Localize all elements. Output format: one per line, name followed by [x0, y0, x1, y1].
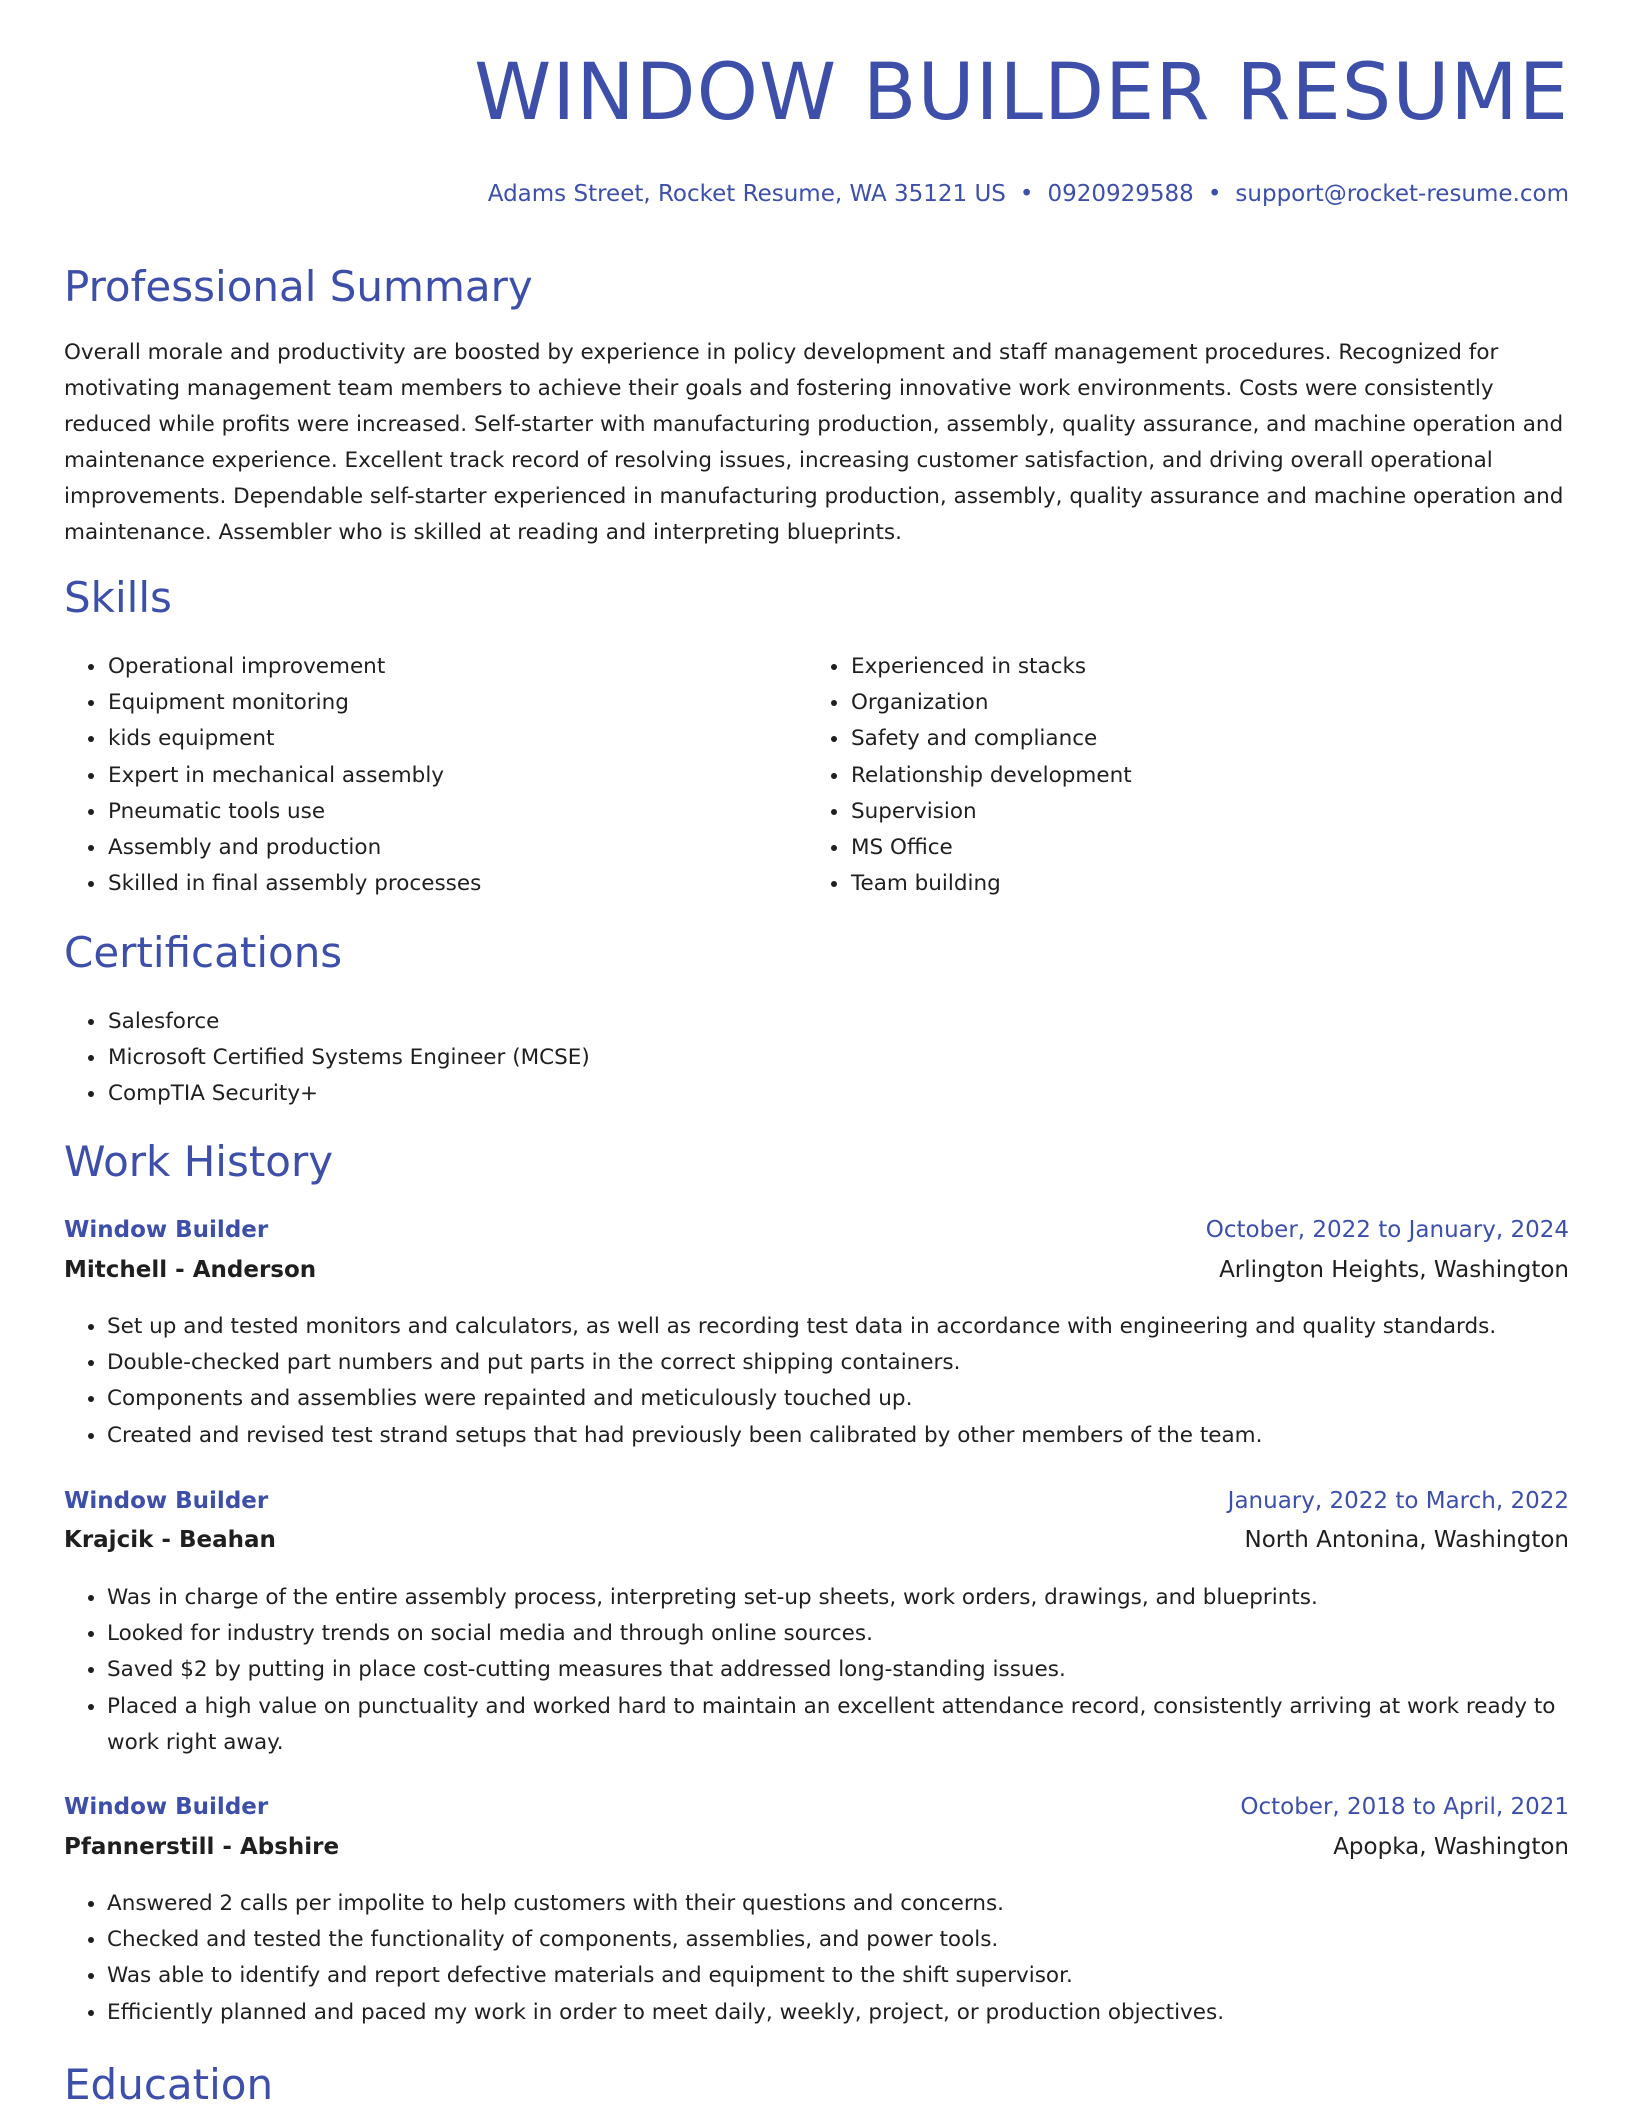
job-title: Window Builder — [64, 1488, 269, 1514]
job-company: Krajcik - Beahan — [64, 1527, 276, 1553]
certifications-heading: Certifications — [64, 928, 343, 977]
job-bullet: • Saved $2 by putting in place cost-cutting measures that addressed long-standing issues. — [107, 1652, 1569, 1688]
skill-item: • Equipment monitoring — [107, 685, 807, 721]
skill-item: • Organization — [850, 685, 1550, 721]
job-bullet: • Created and revised test strand setups that had previously been calibrated by other members of the team. — [107, 1418, 1569, 1454]
job-company: Pfannerstill - Abshire — [64, 1834, 340, 1860]
skill-item: • kids equipment — [107, 721, 807, 757]
skill-item: • Skilled in final assembly processes — [107, 866, 807, 902]
skill-item: • MS Office — [850, 830, 1550, 866]
skill-item: • Assembly and production — [107, 830, 807, 866]
job-dates: October, 2022 to January, 2024 — [1205, 1217, 1569, 1243]
skills-heading: Skills — [64, 573, 172, 622]
job-dates: October, 2018 to April, 2021 — [1240, 1794, 1569, 1820]
job-bullet: • Answered 2 calls per impolite to help customers with their questions and concerns. — [107, 1886, 1569, 1922]
job-bullet: • Checked and tested the functionality of components, assemblies, and power tools. — [107, 1922, 1569, 1958]
skill-item: • Experienced in stacks — [850, 649, 1550, 685]
skills-list-right — [807, 649, 1550, 902]
job-bullet: • Placed a high value on punctuality and worked hard to maintain an excellent attendance record, consistently arriving at work ready to work right away. — [107, 1689, 1569, 1761]
skill-item: • Relationship development — [850, 758, 1550, 794]
resume-title: WINDOW BUILDER RESUME — [474, 48, 1569, 138]
job-title: Window Builder — [64, 1217, 269, 1243]
skills-list-left — [64, 649, 807, 902]
job-bullet: • Efficiently planned and paced my work in order to meet daily, weekly, project, or production objectives. — [107, 1995, 1569, 2031]
job-location: Apopka, Washington — [1333, 1834, 1569, 1860]
contact-line — [488, 181, 1569, 207]
certification-item: • Microsoft Certified Systems Engineer (MCSE) — [107, 1040, 1507, 1076]
job-title: Window Builder — [64, 1794, 269, 1820]
skill-item: • Team building — [850, 866, 1550, 902]
skill-item: • Expert in mechanical assembly — [107, 758, 807, 794]
certification-item: • CompTIA Security+ — [107, 1076, 1507, 1112]
contact-email[interactable]: support@rocket-resume.com — [1235, 181, 1569, 207]
job-bullet: • Was in charge of the entire assembly process, interpreting set-up sheets, work orders, drawings, and blueprints. — [107, 1580, 1569, 1616]
job-location: Arlington Heights, Washington — [1219, 1257, 1569, 1283]
job-bullet: • Components and assemblies were repainted and meticulously touched up. — [107, 1381, 1569, 1417]
skill-item: • Operational improvement — [107, 649, 807, 685]
job-bullet: • Double-checked part numbers and put parts in the correct shipping containers. — [107, 1345, 1569, 1381]
skill-item: • Safety and compliance — [850, 721, 1550, 757]
certifications-list — [64, 1004, 1507, 1113]
contact-phone: 0920929588 — [1047, 181, 1194, 207]
job-bullet: • Set up and tested monitors and calculators, as well as recording test data in accordance with engineering and quality standards. — [107, 1309, 1569, 1345]
job-bullets — [64, 1580, 1569, 1761]
job-bullets — [64, 1886, 1569, 2031]
education-heading: Education — [64, 2060, 274, 2109]
job-bullet: • Looked for industry trends on social media and through online sources. — [107, 1616, 1569, 1652]
job-company: Mitchell - Anderson — [64, 1257, 317, 1283]
job-bullets — [64, 1309, 1569, 1454]
skill-item: • Pneumatic tools use — [107, 794, 807, 830]
certification-item: • Salesforce — [107, 1004, 1507, 1040]
job-dates: January, 2022 to March, 2022 — [1227, 1488, 1569, 1514]
summary-heading: Professional Summary — [64, 262, 533, 311]
job-bullet: • Was able to identify and report defective materials and equipment to the shift supervisor. — [107, 1958, 1569, 1994]
skill-item: • Supervision — [850, 794, 1550, 830]
work-history-heading: Work History — [64, 1137, 334, 1186]
contact-separator: • — [1207, 181, 1222, 207]
summary-text: Overall morale and productivity are boosted by experience in policy development and staff management procedures. Recognized for motivating management team members to achieve their goals and fostering innovative work environments. Costs were consistently reduced while profits were increased. Self-starter with manufacturing production, assembly, quality assurance, and machine operation and maintenance experience. Excellent track record of resolving issues, increasing customer satisfaction, and driving overall operational improvements. Dependable self-starter experienced in manufacturing production, assembly, quality assurance and machine operation and maintenance. Assembler who is skilled at reading and interpreting blueprints. — [64, 340, 1564, 545]
contact-address: Adams Street, Rocket Resume, WA 35121 US — [487, 181, 1006, 207]
contact-separator: • — [1019, 181, 1034, 207]
job-location: North Antonina, Washington — [1244, 1527, 1569, 1553]
